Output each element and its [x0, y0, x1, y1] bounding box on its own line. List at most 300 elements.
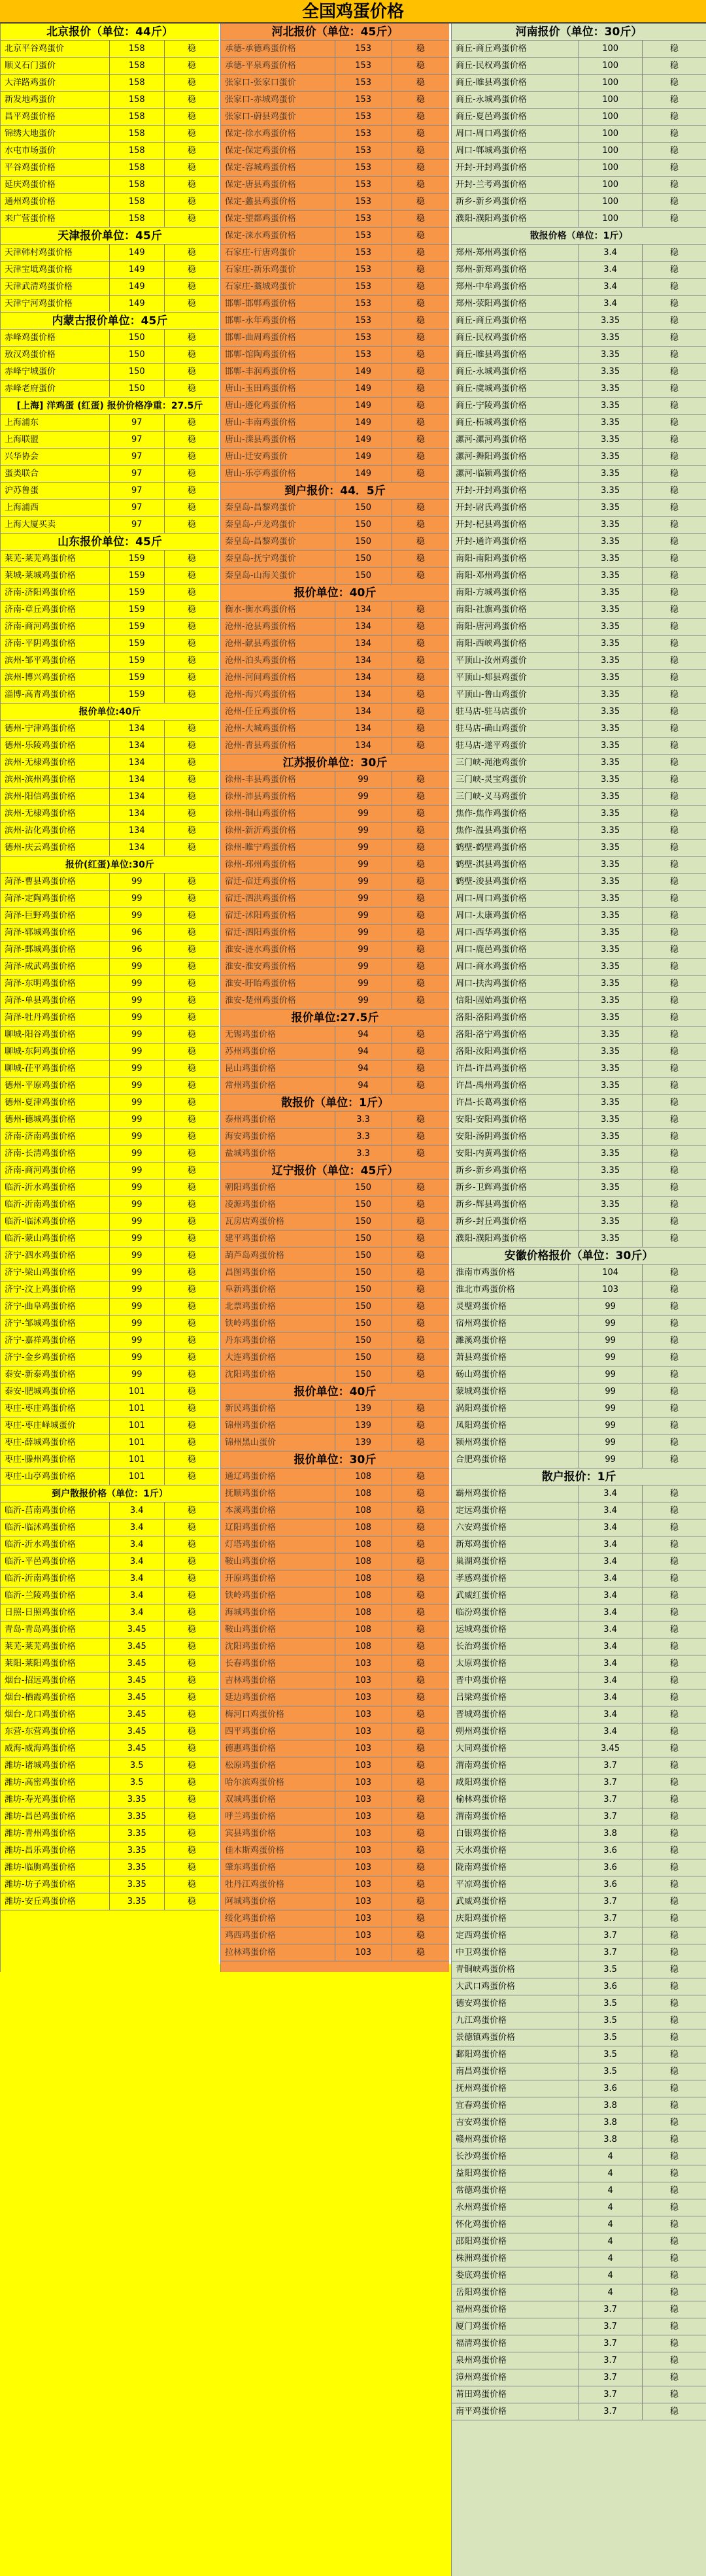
- price-row: [452, 1128, 706, 1145]
- location-name: 晋城鸡蛋价格: [452, 1706, 579, 1723]
- section-header: 辽宁报价（单位：45斤）: [221, 1162, 449, 1179]
- location-name: 临沂-蒙山鸡蛋价格: [1, 1230, 110, 1247]
- price-row: [1, 890, 219, 907]
- price-value: 108: [335, 1587, 392, 1604]
- price-value: 134: [335, 602, 392, 618]
- trend-value: 稳: [416, 1336, 425, 1346]
- price-row: [221, 1213, 449, 1230]
- price-row: [1, 1672, 219, 1689]
- trend-value: 稳: [187, 1404, 196, 1414]
- location-name: 郑州-中牟鸡蛋价格: [452, 279, 579, 295]
- price-row: [452, 2080, 706, 2097]
- price-row: [452, 2335, 706, 2352]
- price-row: [1, 1026, 219, 1043]
- location-name: 长春鸡蛋价格: [221, 1655, 335, 1672]
- trend-value: 稳: [187, 605, 196, 615]
- location-name: 淮安-涟水鸡蛋价格: [221, 941, 335, 958]
- trend-value: 稳: [416, 962, 425, 972]
- price-row: [221, 636, 449, 652]
- location-name: 沧州-任丘鸡蛋价格: [221, 703, 335, 720]
- trend-value: 稳: [669, 1183, 679, 1193]
- price-value: 99: [579, 1383, 643, 1400]
- price-row: [1, 1689, 219, 1706]
- location-name: 周口-郸城鸡蛋价格: [452, 143, 579, 159]
- trend-value: 稳: [416, 673, 425, 683]
- location-name: 盐城鸡蛋价格: [221, 1145, 335, 1162]
- location-name: 唐山-滦县鸡蛋价格: [221, 432, 335, 448]
- price-row: [221, 1587, 449, 1604]
- price-value: 158: [110, 177, 165, 193]
- price-row: [221, 126, 449, 143]
- trend-value: 稳: [416, 1608, 425, 1618]
- trend-value: 稳: [416, 316, 425, 326]
- location-name: 宾县鸡蛋价格: [221, 1825, 335, 1842]
- location-name: 安阳-内黄鸡蛋价格: [452, 1145, 579, 1162]
- location-name: 朔州鸡蛋价格: [452, 1723, 579, 1740]
- price-row: [221, 890, 449, 907]
- location-name: 菏泽-定陶鸡蛋价格: [1, 890, 110, 907]
- price-row: [452, 1230, 706, 1247]
- trend-value: 稳: [416, 1149, 425, 1159]
- price-value: 150: [335, 1247, 392, 1264]
- location-name: 淄博-高青鸡蛋价格: [1, 686, 110, 703]
- location-name: 鹤壁-鹤壁鸡蛋价格: [452, 839, 579, 856]
- location-name: 临沂-沂南鸡蛋价格: [1, 1196, 110, 1213]
- trend-value: 稳: [416, 1744, 425, 1754]
- price-value: 100: [579, 143, 643, 159]
- price-value: 3.4: [110, 1502, 165, 1519]
- price-value: 3.4: [579, 1519, 643, 1536]
- trend-value: 稳: [187, 486, 196, 496]
- price-value: 153: [335, 109, 392, 125]
- location-name: 鞍山鸡蛋价格: [221, 1621, 335, 1638]
- location-name: 秦皇岛-昌黎鸡蛋价: [221, 500, 335, 516]
- price-value: 3.7: [579, 1944, 643, 1961]
- location-name: 福州鸡蛋价格: [452, 2301, 579, 2318]
- location-name: 永州鸡蛋价格: [452, 2199, 579, 2216]
- section-header: 天津报价单位：45斤: [1, 228, 219, 245]
- location-name: 建平鸡蛋价格: [221, 1230, 335, 1247]
- price-value: 3.8: [579, 2131, 643, 2148]
- price-row: [221, 75, 449, 92]
- price-row: [221, 1145, 449, 1162]
- location-name: 保定-涞水鸡蛋价格: [221, 228, 335, 244]
- location-name: 泰安-肥城鸡蛋价格: [1, 1383, 110, 1400]
- price-value: 99: [335, 788, 392, 805]
- price-row: [452, 109, 706, 126]
- price-value: 103: [335, 1740, 392, 1757]
- price-row: [221, 330, 449, 347]
- price-row: [1, 771, 219, 788]
- price-value: 3.7: [579, 1910, 643, 1927]
- price-value: 101: [110, 1434, 165, 1451]
- price-value: 97: [110, 500, 165, 516]
- price-row: [1, 992, 219, 1009]
- location-name: 石家庄-新乐鸡蛋价: [221, 262, 335, 278]
- price-row: [221, 1536, 449, 1553]
- trend-value: 稳: [669, 469, 679, 479]
- price-row: [452, 788, 706, 805]
- price-value: 99: [579, 1451, 643, 1468]
- price-row: [452, 703, 706, 720]
- location-name: 南阳-南阳鸡蛋价格: [452, 551, 579, 567]
- trend-value: 稳: [669, 265, 679, 275]
- price-row: [221, 364, 449, 381]
- location-name: 莱芜-莱芜鸡蛋价格: [1, 1638, 110, 1655]
- trend-value: 稳: [669, 503, 679, 513]
- location-name: 临沂-临沭鸡蛋价格: [1, 1213, 110, 1230]
- price-row: [452, 1825, 706, 1842]
- price-row: [452, 2148, 706, 2165]
- location-name: 威海-威海鸡蛋价格: [1, 1740, 110, 1757]
- price-value: 3.4: [110, 1570, 165, 1587]
- trend-value: 稳: [669, 2186, 679, 2195]
- price-value: 3.35: [579, 958, 643, 975]
- price-row: [452, 1315, 706, 1332]
- location-name: 平凉鸡蛋价格: [452, 1876, 579, 1893]
- location-name: 潍坊-临朐鸡蛋价格: [1, 1859, 110, 1876]
- price-row: [1, 1553, 219, 1570]
- price-value: 3.35: [579, 1043, 643, 1060]
- price-value: 97: [110, 483, 165, 499]
- location-name: 滨州-博兴鸡蛋价格: [1, 669, 110, 686]
- price-row: [1, 432, 219, 449]
- location-name: 莱芜-莱芜鸡蛋价格: [1, 551, 110, 567]
- section-header: 河南报价（单位：30斤）: [452, 24, 706, 41]
- price-row: [452, 1485, 706, 1502]
- price-row: [1, 1808, 219, 1825]
- trend-value: 稳: [416, 1115, 425, 1125]
- trend-value: 稳: [669, 2407, 679, 2416]
- trend-value: 稳: [187, 809, 196, 819]
- location-name: 张家口-张家口蛋价: [221, 75, 335, 91]
- price-row: [221, 1230, 449, 1247]
- price-row: [221, 1570, 449, 1587]
- location-name: 抚顺鸡蛋价格: [221, 1485, 335, 1502]
- trend-value: 稳: [669, 1540, 679, 1550]
- location-name: 牡丹江鸡蛋价格: [221, 1876, 335, 1893]
- trend-value: 稳: [187, 639, 196, 649]
- price-value: 3.5: [579, 2029, 643, 2046]
- trend-value: 稳: [669, 1778, 679, 1788]
- trend-value: 稳: [669, 2067, 679, 2076]
- location-name: 孝感鸡蛋价格: [452, 1570, 579, 1587]
- price-row: [1, 602, 219, 619]
- location-name: 砀山鸡蛋价格: [452, 1366, 579, 1383]
- price-value: 3.6: [579, 1859, 643, 1876]
- price-value: 3.35: [579, 686, 643, 703]
- trend-value: 稳: [416, 656, 425, 666]
- price-row: [1, 1655, 219, 1672]
- trend-value: 稳: [669, 860, 679, 870]
- price-row: [452, 1094, 706, 1111]
- location-name: 周口-周口鸡蛋价格: [452, 890, 579, 907]
- price-value: 159: [110, 602, 165, 618]
- price-row: [1, 262, 219, 279]
- location-name: 上海浦西: [1, 500, 110, 516]
- price-value: 3.35: [579, 788, 643, 805]
- location-name: 淮北市鸡蛋价格: [452, 1281, 579, 1298]
- location-name: 唐山-丰南鸡蛋价格: [221, 415, 335, 431]
- location-name: 天津武清鸡蛋价格: [1, 279, 110, 295]
- price-value: 153: [335, 41, 392, 57]
- price-value: 150: [335, 1298, 392, 1315]
- trend-value: 稳: [187, 180, 196, 190]
- trend-value: 稳: [187, 1829, 196, 1839]
- trend-value: 稳: [187, 1030, 196, 1040]
- price-value: 4: [579, 2148, 643, 2165]
- location-name: 邯郸-馆陶鸡蛋价格: [221, 347, 335, 363]
- trend-value: 稳: [669, 1336, 679, 1346]
- trend-value: 稳: [669, 1999, 679, 2008]
- price-row: [452, 2199, 706, 2216]
- price-row: [1, 211, 219, 228]
- section-header: 山东报价单位：45斤: [1, 534, 219, 551]
- location-name: 大武口鸡蛋价格: [452, 1978, 579, 1995]
- location-name: 商丘-民权鸡蛋价格: [452, 58, 579, 74]
- price-value: 99: [335, 907, 392, 924]
- price-row: [452, 449, 706, 466]
- price-value: 94: [335, 1026, 392, 1043]
- price-value: 103: [335, 1757, 392, 1774]
- location-name: 德州-夏津鸡蛋价格: [1, 1094, 110, 1111]
- left-price-column: [0, 24, 219, 1972]
- location-name: 运城鸡蛋价格: [452, 1621, 579, 1638]
- trend-value: 稳: [416, 1676, 425, 1686]
- trend-value: 稳: [669, 554, 679, 564]
- trend-value: 稳: [669, 1676, 679, 1686]
- price-value: 100: [579, 126, 643, 142]
- price-value: 99: [335, 805, 392, 822]
- location-name: 朝阳鸡蛋价格: [221, 1179, 335, 1196]
- price-value: 3.35: [579, 534, 643, 550]
- location-name: 开封-开封鸡蛋价格: [452, 483, 579, 499]
- price-row: [221, 1179, 449, 1196]
- trend-value: 稳: [187, 1744, 196, 1754]
- price-value: 103: [335, 1893, 392, 1910]
- location-name: 潍坊-高密鸡蛋价格: [1, 1774, 110, 1791]
- price-value: 108: [335, 1621, 392, 1638]
- price-value: 3.4: [579, 1485, 643, 1502]
- location-name: 娄底鸡蛋价格: [452, 2267, 579, 2284]
- location-name: 榆林鸡蛋价格: [452, 1791, 579, 1808]
- price-value: 3.35: [579, 1060, 643, 1077]
- trend-value: 稳: [669, 1166, 679, 1176]
- price-row: [452, 1978, 706, 1995]
- trend-value: 稳: [187, 1081, 196, 1091]
- location-name: 临沂-沂南鸡蛋价格: [1, 1570, 110, 1587]
- price-value: 159: [110, 636, 165, 652]
- price-value: 3.35: [579, 568, 643, 584]
- trend-value: 稳: [416, 894, 425, 904]
- price-row: [452, 568, 706, 585]
- location-name: 宿迁-沭阳鸡蛋价格: [221, 907, 335, 924]
- price-row: [221, 1621, 449, 1638]
- location-name: 济宁-曲阜鸡蛋价格: [1, 1298, 110, 1315]
- trend-value: 稳: [187, 1132, 196, 1142]
- trend-value: 稳: [416, 282, 425, 292]
- location-name: 新乡-新乡鸡蛋价格: [452, 1162, 579, 1179]
- location-name: 周口-商水鸡蛋价格: [452, 958, 579, 975]
- trend-value: 稳: [416, 1472, 425, 1482]
- price-value: 99: [579, 1417, 643, 1434]
- location-name: 商丘-商丘鸡蛋价格: [452, 313, 579, 329]
- trend-value: 稳: [416, 1506, 425, 1516]
- location-name: 周口-太康鸡蛋价格: [452, 907, 579, 924]
- location-name: 南阳-西峡鸡蛋价格: [452, 636, 579, 652]
- location-name: 天水鸡蛋价格: [452, 1842, 579, 1859]
- trend-value: 稳: [669, 1064, 679, 1074]
- price-row: [1, 1077, 219, 1094]
- price-row: [452, 822, 706, 839]
- location-name: 南阳-唐河鸡蛋价格: [452, 619, 579, 635]
- price-row: [452, 1672, 706, 1689]
- price-value: 3.35: [579, 585, 643, 601]
- page-title: 全国鸡蛋价格: [0, 0, 706, 24]
- location-name: 中卫鸡蛋价格: [452, 1944, 579, 1961]
- price-row: [452, 1927, 706, 1944]
- trend-value: 稳: [187, 1319, 196, 1329]
- location-name: 临汾鸡蛋价格: [452, 1604, 579, 1621]
- price-value: 94: [335, 1043, 392, 1060]
- price-row: [452, 1587, 706, 1604]
- trend-value: 稳: [416, 571, 425, 581]
- price-value: 3.35: [579, 1162, 643, 1179]
- price-row: [221, 534, 449, 551]
- trend-value: 稳: [669, 2135, 679, 2144]
- price-value: 99: [110, 907, 165, 924]
- location-name: 菏泽-单县鸡蛋价格: [1, 992, 110, 1009]
- trend-value: 稳: [669, 979, 679, 989]
- price-row: [1, 1536, 219, 1553]
- section-header: 内蒙古报价单位：45斤: [1, 313, 219, 330]
- trend-value: 稳: [416, 265, 425, 275]
- price-row: [221, 228, 449, 245]
- price-row: [1, 364, 219, 381]
- trend-value: 稳: [669, 792, 679, 802]
- price-row: [221, 924, 449, 941]
- price-value: 153: [335, 228, 392, 244]
- price-row: [452, 1910, 706, 1927]
- price-value: 3.35: [579, 1213, 643, 1230]
- location-name: 滨州-滨州鸡蛋价格: [1, 771, 110, 788]
- trend-value: 稳: [669, 1982, 679, 1991]
- trend-value: 稳: [416, 1659, 425, 1669]
- price-value: 150: [110, 347, 165, 363]
- location-name: 昆山鸡蛋价格: [221, 1060, 335, 1077]
- location-name: 唐山-玉田鸡蛋价格: [221, 381, 335, 397]
- price-row: [452, 279, 706, 296]
- price-row: [221, 1808, 449, 1825]
- location-name: 唐山-遵化鸡蛋价格: [221, 398, 335, 414]
- trend-value: 稳: [416, 1081, 425, 1091]
- price-value: 159: [110, 686, 165, 703]
- location-name: 沧州-沧县鸡蛋价格: [221, 619, 335, 635]
- price-row: [452, 1298, 706, 1315]
- location-name: 庆阳鸡蛋价格: [452, 1910, 579, 1927]
- trend-value: 稳: [416, 1863, 425, 1873]
- location-name: 开原鸡蛋价格: [221, 1570, 335, 1587]
- trend-value: 稳: [187, 1098, 196, 1108]
- price-row: [221, 296, 449, 313]
- location-name: 安阳-汤阴鸡蛋价格: [452, 1128, 579, 1145]
- trend-value: 稳: [416, 469, 425, 479]
- location-name: 宿州鸡蛋价格: [452, 1315, 579, 1332]
- price-row: [221, 245, 449, 262]
- price-row: [221, 686, 449, 703]
- price-row: [221, 941, 449, 958]
- trend-value: 稳: [669, 452, 679, 462]
- price-value: 3.35: [579, 992, 643, 1009]
- trend-value: 稳: [669, 2237, 679, 2246]
- trend-value: 稳: [416, 1489, 425, 1499]
- location-name: 沧州-青县鸡蛋价格: [221, 737, 335, 754]
- price-value: 3.35: [579, 602, 643, 618]
- price-value: 3.4: [579, 1553, 643, 1570]
- trend-value: 稳: [416, 554, 425, 564]
- location-name: 无锡鸡蛋价格: [221, 1026, 335, 1043]
- price-row: [1, 720, 219, 737]
- trend-value: 稳: [669, 1370, 679, 1380]
- location-name: 阿城鸡蛋价格: [221, 1893, 335, 1910]
- price-row: [452, 2301, 706, 2318]
- trend-value: 稳: [416, 61, 425, 71]
- trend-value: 稳: [187, 894, 196, 904]
- price-value: 103: [335, 1689, 392, 1706]
- price-value: 103: [335, 1927, 392, 1944]
- price-value: 3.35: [110, 1825, 165, 1842]
- trend-value: 稳: [416, 792, 425, 802]
- location-name: 沧州-泊头鸡蛋价格: [221, 652, 335, 669]
- price-value: 104: [579, 1264, 643, 1281]
- location-name: 商丘-睢县鸡蛋价格: [452, 75, 579, 91]
- price-row: [1, 58, 219, 75]
- price-row: [221, 1366, 449, 1383]
- price-value: 100: [579, 194, 643, 210]
- price-value: 3.35: [579, 771, 643, 788]
- price-row: [452, 2012, 706, 2029]
- price-value: 3.35: [579, 1026, 643, 1043]
- trend-value: 稳: [187, 1727, 196, 1737]
- location-name: 沪苏鲁蛋: [1, 483, 110, 499]
- location-name: 日照-日照鸡蛋价格: [1, 1604, 110, 1621]
- trend-value: 稳: [669, 1795, 679, 1805]
- price-row: [221, 466, 449, 483]
- trend-value: 稳: [669, 1948, 679, 1957]
- location-name: 霸州鸡蛋价格: [452, 1485, 579, 1502]
- trend-value: 稳: [187, 1846, 196, 1856]
- trend-value: 稳: [187, 656, 196, 666]
- price-value: 108: [335, 1502, 392, 1519]
- location-name: 瓦房店鸡蛋价格: [221, 1213, 335, 1230]
- trend-value: 稳: [187, 1353, 196, 1363]
- price-value: 3.4: [579, 245, 643, 261]
- location-name: 潍坊-寿光鸡蛋价格: [1, 1791, 110, 1808]
- trend-value: 稳: [416, 1132, 425, 1142]
- price-row: [452, 2403, 706, 2420]
- location-name: 延边鸡蛋价格: [221, 1689, 335, 1706]
- price-value: 3.35: [579, 822, 643, 839]
- trend-value: 稳: [187, 333, 196, 343]
- price-row: [452, 194, 706, 211]
- price-row: [452, 805, 706, 822]
- trend-value: 稳: [669, 1030, 679, 1040]
- price-row: [221, 1332, 449, 1349]
- trend-value: 稳: [669, 61, 679, 71]
- location-name: 滨州-阳信鸡蛋价格: [1, 788, 110, 805]
- price-value: 158: [110, 143, 165, 159]
- price-row: [1, 92, 219, 109]
